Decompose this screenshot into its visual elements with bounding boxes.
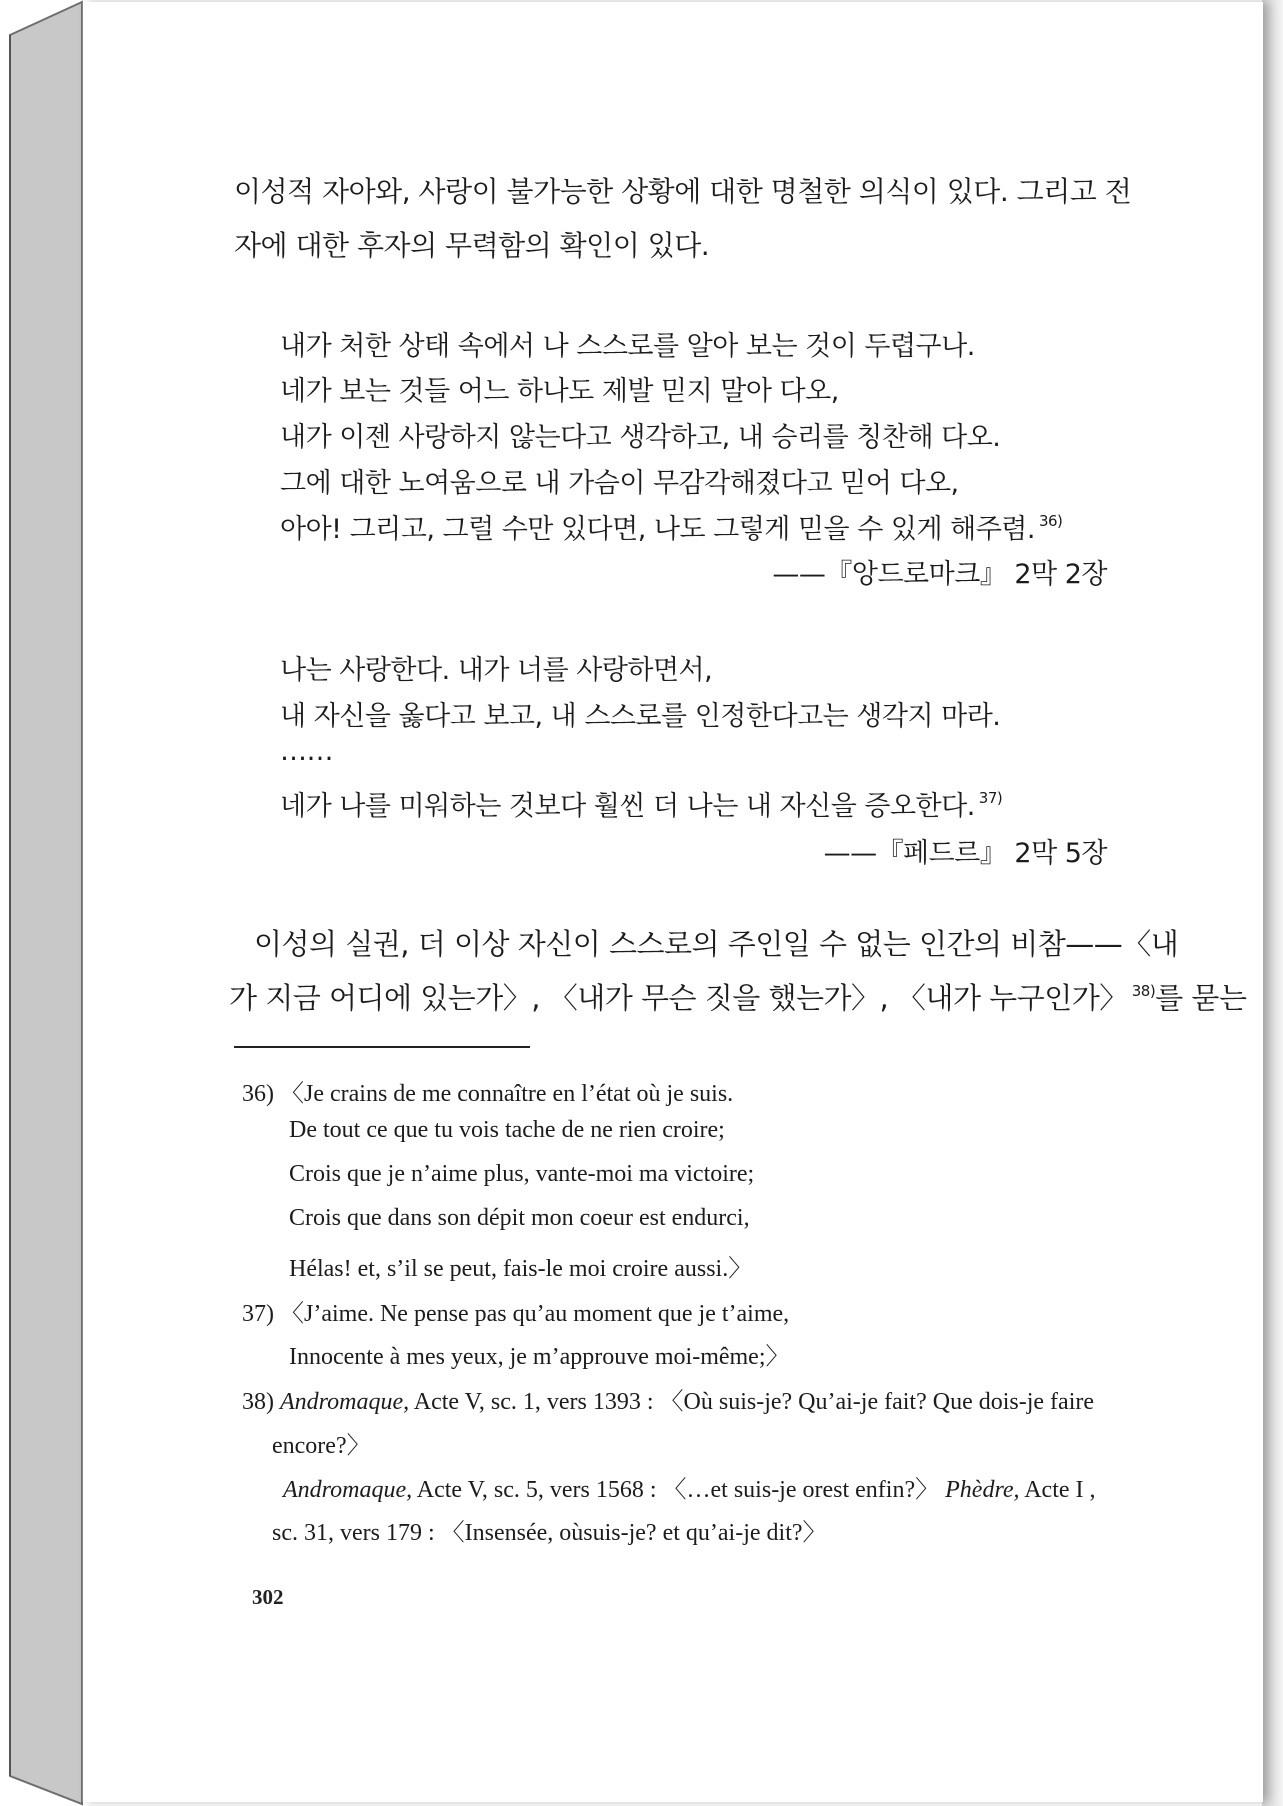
footnote-text: Crois que je n’aime plus, vante-moi ma victoire; (289, 1161, 755, 1187)
footnote-text: Innocente à mes yeux, je m’approuve moi-même;〉 (289, 1344, 790, 1370)
footnote-text: sc. 31, vers 179 : 〈Insensée, oùsuis-je? et qu’ai-je dit?〉 (272, 1520, 827, 1546)
page-edge (1262, 0, 1283, 1806)
footnote-text: Acte I , (1019, 1477, 1096, 1503)
footnote-text-line (283, 1469, 1096, 1504)
verse-line (280, 507, 1062, 546)
verse-line: 네가 보는 것들 어느 하나도 제발 믿지 말아 다오, (280, 376, 839, 407)
footnote-text: Acte V, sc. 5, vers 1568 : 〈…et suis-je orest enfin?〉 (412, 1477, 946, 1503)
footnote-text: Acte V, sc. 1, vers 1393 : 〈Où suis-je? Qu’ai-je fait? Que dois-je faire (409, 1389, 1095, 1415)
body-text-line (229, 976, 1246, 1017)
work-title: Andromaque, (280, 1389, 410, 1415)
work-title: Andromaque, (283, 1477, 413, 1503)
footnote-37 (242, 1293, 789, 1328)
footnote-36 (242, 1073, 733, 1108)
work-title: Phèdre, (945, 1477, 1020, 1503)
page-number: 302 (252, 1585, 284, 1609)
footnote-ref-36: 36) (1038, 512, 1063, 530)
footnote-number: 38) (242, 1389, 274, 1415)
verse-ellipsis: …… (280, 736, 333, 767)
footnote-number: 37) (242, 1301, 274, 1327)
footnote-text: encore?〉 (272, 1433, 371, 1459)
body-text-line: 이성의 실권, 더 이상 자신이 스스로의 주인일 수 없는 인간의 비참——〈내 (254, 927, 1179, 961)
verse-line: 그에 대한 노여움으로 내 가슴이 무감각해졌다고 믿어 다오, (280, 468, 959, 499)
verse-line: 내 자신을 옳다고 보고, 내 스스로를 인정한다고는 생각지 마라. (280, 701, 1001, 732)
body-text-line: 이성적 자아와, 사랑이 불가능한 상황에 대한 명철한 의식이 있다. 그리고 전 (234, 175, 1132, 208)
footnote-38 (242, 1381, 1094, 1416)
footnote-text: De tout ce que tu vois tache de ne rien croire; (289, 1117, 725, 1143)
verse-line: 나는 사랑한다. 내가 너를 사랑하면서, (280, 655, 713, 686)
footnote-number: 36) (242, 1081, 274, 1107)
verse-line-text: 아아! 그리고, 그럴 수만 있다면, 나도 그렇게 믿을 수 있게 해주렴. (280, 514, 1035, 545)
footnote-divider (234, 1046, 530, 1048)
body-text-line: 자에 대한 후자의 무력함의 확인이 있다. (234, 229, 710, 262)
footnote-ref-37: 37) (978, 789, 1003, 807)
body-text: 가 지금 어디에 있는가〉, 〈내가 무슨 짓을 했는가〉, 〈내가 누구인가〉 (229, 981, 1128, 1015)
footnote-text: 〈Je crains de me connaître en l’état où je suis. (280, 1081, 734, 1107)
verse-citation: ——『페드르』 2막 5장 (823, 838, 1107, 869)
verse-line (280, 784, 1002, 823)
footnote-ref-38: 38) (1131, 982, 1156, 1000)
body-text: 를 묻는 (1155, 981, 1247, 1015)
footnote-text: Crois que dans son dépit mon coeur est endurci, (289, 1205, 750, 1231)
verse-line: 내가 이젠 사랑하지 않는다고 생각하고, 내 승리를 칭찬해 다오. (280, 422, 1001, 453)
verse-line-text: 네가 나를 미워하는 것보다 훨씬 더 나는 내 자신을 증오한다. (280, 791, 975, 822)
footnote-text: 〈J’aime. Ne pense pas qu’au moment que je t’aime, (280, 1301, 790, 1327)
footnote-text: Hélas! et, s’il se peut, fais-le moi croire aussi.〉 (289, 1256, 753, 1282)
verse-citation: ——『앙드로마크』 2막 2장 (772, 559, 1107, 590)
verse-line: 내가 처한 상태 속에서 나 스스로를 알아 보는 것이 두렵구나. (280, 331, 975, 362)
book-spine (0, 0, 90, 1806)
